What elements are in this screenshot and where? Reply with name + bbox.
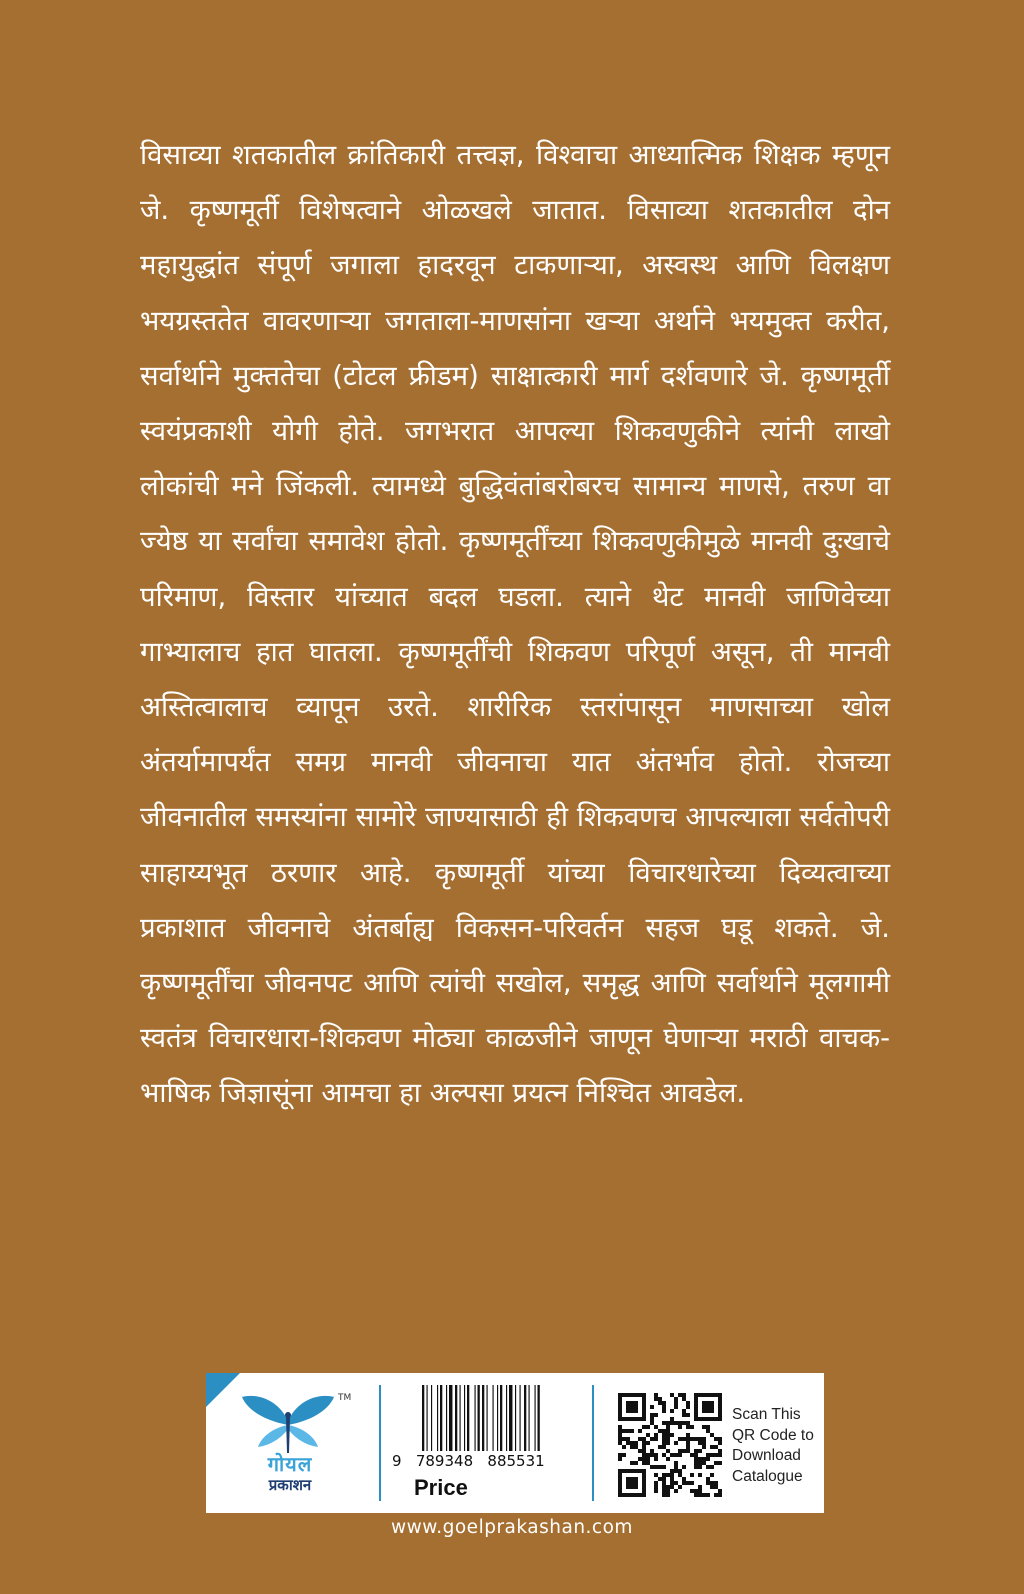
butterfly-logo-icon bbox=[238, 1391, 338, 1455]
isbn-number: 9 789348 885531 bbox=[392, 1452, 545, 1470]
qr-caption-line: Download bbox=[732, 1447, 801, 1464]
publisher-name: गोयल bbox=[267, 1452, 313, 1476]
publisher-website: www.goelprakashan.com bbox=[391, 1517, 633, 1538]
book-blurb: विसाव्या शतकातील क्रांतिकारी तत्त्वज्ञ, विश्वाचा आध्यात्मिक शिक्षक म्हणून जे. कृष्णमूर्ती विशेषत्वाने ओळखले जातात. विसाव्या शतकातील दोन महायुद्धांत संपूर्ण जगाला हादरवून टाकणाऱ्या, अस्वस्थ आणि विलक्षण भयग्रस्ततेत वावरणाऱ्या जगताला-माणसांना खऱ्या अर्थाने भयमुक्त करीत, सर्वार्थाने मुक्ततेचा (टोटल फ्रीडम) साक्षात्कारी मार्ग दर्शवणारे जे. कृष्णमूर्ती स्वयंप्रकाशी योगी होते. जगभरात आपल्या शिकवणुकीने त्यांनी लाखो लोकांची मने जिंकली. त्यामध्ये बुद्धिवंतांबरोबरच सामान्य माणसे, तरुण वा ज्येष्ठ या सर्वांचा समावेश होतो. कृष्णमूर्तींच्या शिकवणुकीमुळे मानवी दुःखाचे परिमाण, विस्तार यांच्यात बदल घडला. त्याने थेट मानवी जाणिवेच्या गाभ्यालाच हात घातला. कृष्णमूर्तींची शिकवण परिपूर्ण असून, ती मानवी अस्तित्वालाच व्यापून उरते. शारीरिक स्तरांपासून माणसाच्या खोल अंतर्यामापर्यंत समग्र मानवी जीवनाचा यात अंतर्भाव होतो. रोजच्या जीवनातील समस्यांना सामोरे जाण्यासाठी ही शिकवणच आपल्याला सर्वतोपरी साहाय्यभूत ठरणार आहे. कृष्णमूर्ती यांच्या विचारधारेच्या दिव्यत्वाच्या प्रकाशात जीवनाचे अंतर्बाह्य विकसन-परिवर्तन सहज घडू शकते. जे. कृष्णमूर्तींचा जीवनपट आणि त्यांची सखोल, समृद्ध आणि सर्वार्थाने मूलगामी स्वतंत्र विचारधारा-शिकवण मोठ्या काळजीने जाणून घेणाऱ्या मराठी वाचक-भाषिक जिज्ञासूंना आमचा हा अल्पसा प्रयत्न निश्चित आवडेल. bbox=[140, 139, 890, 1110]
trademark-symbol: TM bbox=[338, 1393, 352, 1403]
publisher-subtitle: प्रकाशन bbox=[268, 1476, 312, 1494]
publisher-logo bbox=[226, 1391, 356, 1501]
barcode-icon bbox=[420, 1385, 580, 1453]
divider-left bbox=[379, 1385, 381, 1501]
qr-code-icon bbox=[618, 1393, 722, 1497]
qr-caption-line: Catalogue bbox=[732, 1467, 803, 1485]
qr-caption bbox=[732, 1405, 822, 1487]
qr-caption-line: QR Code to bbox=[732, 1426, 814, 1444]
price-label: Price bbox=[414, 1475, 468, 1500]
publisher-info-box bbox=[206, 1373, 824, 1513]
qr-caption-line: Scan This bbox=[732, 1406, 801, 1423]
divider-right bbox=[592, 1385, 594, 1501]
isbn-barcode bbox=[392, 1383, 592, 1508]
